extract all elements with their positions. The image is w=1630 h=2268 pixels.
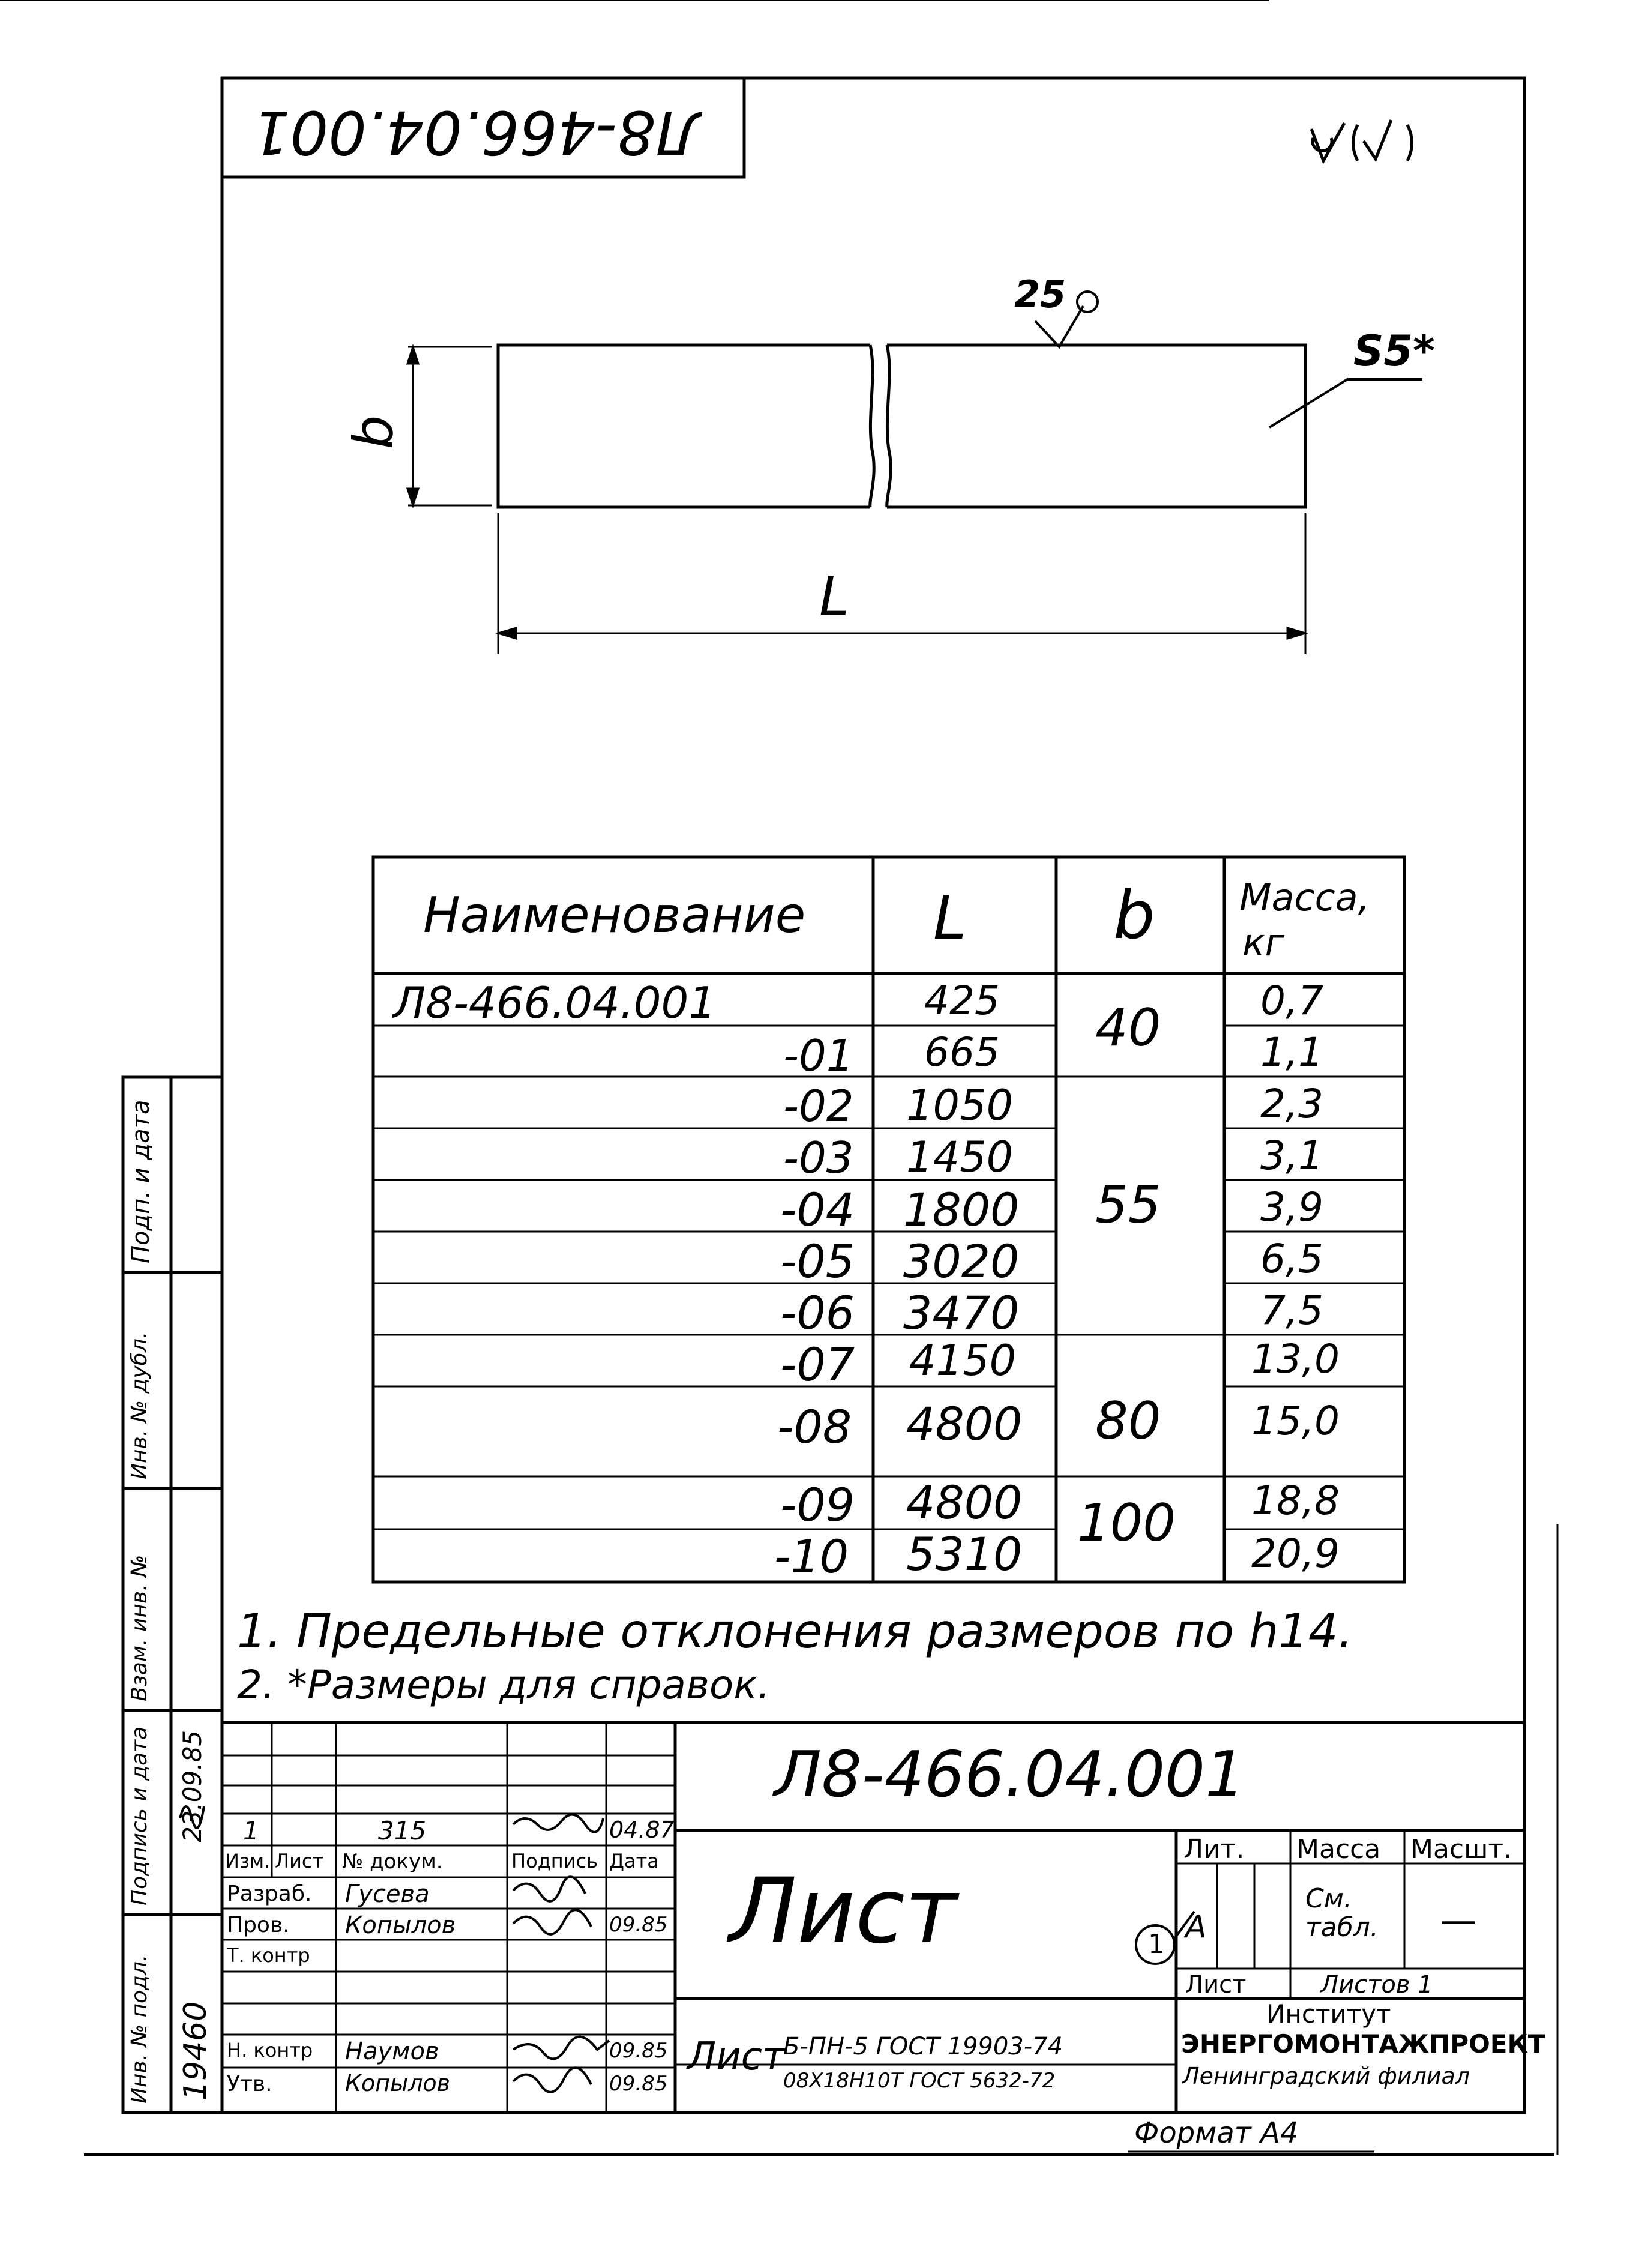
row-mass: 13,0 [1251, 1336, 1340, 1382]
row-mass: 7,5 [1260, 1287, 1323, 1334]
row-mass: 1,1 [1260, 1029, 1323, 1075]
tb-col-header: № докум. [342, 1850, 443, 1874]
row-L: 5310 [906, 1527, 1023, 1581]
row-name: -06 [780, 1286, 855, 1340]
header-b: b [1113, 877, 1155, 954]
tb-org-line3: Ленинградский филиал [1182, 2063, 1470, 2089]
tb-role: Пров. [227, 1913, 290, 1937]
tb-rev-num: 1 [243, 1816, 259, 1845]
tb-role: Т. контр [227, 1944, 310, 1967]
row-mass: 6,5 [1260, 1236, 1323, 1282]
side-label: Взам. инв. № [127, 1554, 152, 1701]
side-label: Инв. № дубл. [127, 1331, 152, 1479]
dim-L-lines [498, 513, 1305, 654]
row-name: -02 [783, 1081, 854, 1131]
side-label: Инв. № подл. [127, 1954, 152, 2104]
row-name: -07 [780, 1338, 855, 1391]
side-inv-value: 19460 [178, 2001, 214, 2101]
row-mass: 2,3 [1260, 1081, 1323, 1127]
tb-col-header: Изм. [225, 1850, 271, 1872]
row-mass: 3,9 [1260, 1184, 1323, 1230]
tb-org-line1: Институт [1266, 1999, 1391, 2029]
tb-date: 09.85 [609, 2039, 668, 2063]
tb-material-prefix: Лист [687, 2035, 785, 2079]
b-group-value: 55 [1095, 1175, 1161, 1235]
row-name: -05 [780, 1235, 855, 1288]
row-L: 1800 [903, 1183, 1020, 1236]
dim-L-label: L [819, 565, 850, 628]
tb-role: Утв. [227, 2072, 272, 2096]
side-label: Подпись и дата [127, 1726, 152, 1906]
tb-role: Н. контр [227, 2039, 313, 2062]
row-L: 425 [924, 978, 1000, 1024]
row-name: -03 [783, 1132, 854, 1183]
row-L: 3020 [903, 1235, 1020, 1288]
side-label: Подп. и дата [127, 1099, 155, 1263]
tb-circle-mark: 1 [1148, 1929, 1165, 1960]
tb-lit-value: А [1185, 1909, 1207, 1945]
tb-sheets-label: Листов 1 [1320, 1971, 1433, 1999]
note-2: 2. *Размеры для справок. [237, 1662, 771, 1708]
row-name: -10 [774, 1530, 849, 1583]
row-L: 1450 [906, 1132, 1014, 1182]
tb-name: Гусева [345, 1880, 430, 1908]
tb-org-line2: ЭНЕРГОМОНТАЖПРОЕКТ [1181, 2029, 1545, 2059]
corner-roughness-icon [1311, 120, 1412, 161]
tb-part-name: Лист [729, 1859, 958, 1964]
row-name: -04 [780, 1183, 855, 1236]
tb-scale-value: — [1440, 1900, 1476, 1942]
b-group-value: 100 [1077, 1493, 1176, 1553]
tb-name: Копылов [345, 2070, 451, 2096]
row-mass: 15,0 [1251, 1398, 1340, 1444]
tb-rev-date: 04.87 [609, 1817, 675, 1843]
tb-mass-header: Масса [1296, 1834, 1381, 1865]
tb-mass-value: См. табл. [1305, 1883, 1379, 1943]
part-outline [498, 345, 1305, 507]
tb-scale-header: Масшт. [1410, 1834, 1512, 1865]
tb-sheet-label: Лист [1185, 1971, 1247, 1999]
tb-col-header: Лист [275, 1850, 324, 1872]
row-mass: 20,9 [1251, 1530, 1340, 1577]
tb-rev-doc: 315 [378, 1816, 427, 1845]
table-grid [373, 857, 1404, 1582]
row-name: -01 [783, 1030, 854, 1081]
tb-name: Копылов [345, 1912, 456, 1939]
header-mass-line2: кг [1242, 921, 1285, 964]
row-L: 4800 [906, 1476, 1023, 1529]
header-name: Наименование [423, 887, 806, 944]
tb-date: 09.85 [609, 1913, 668, 1937]
thickness-leader [0, 0, 1422, 427]
row-mass: 18,8 [1251, 1478, 1340, 1524]
format-label: Формат А4 [1134, 2116, 1299, 2150]
row-L: 4800 [906, 1397, 1023, 1451]
side-sign-date: 23.09.85 [178, 1730, 207, 1842]
tb-lit-header: Лит. [1183, 1834, 1245, 1865]
row-name: -08 [777, 1400, 852, 1454]
header-mass-line1: Масса, [1239, 876, 1370, 919]
row-L: 3470 [903, 1286, 1020, 1340]
row-name: Л8-466.04.001 [393, 978, 717, 1028]
tb-col-header: Дата [609, 1850, 659, 1872]
row-L: 4150 [909, 1336, 1017, 1385]
tb-col-header: Подпись [511, 1850, 598, 1872]
b-group-value: 80 [1095, 1391, 1161, 1451]
b-group-value: 40 [1095, 998, 1161, 1058]
row-L: 665 [924, 1029, 1000, 1075]
weld-label: 25 [1014, 272, 1066, 316]
tb-designation: Л8-466.04.001 [774, 1738, 1245, 1811]
dim-b-label: b [342, 415, 406, 450]
code-top-flipped: Л8-466.04.001 [252, 97, 701, 167]
row-mass: 3,1 [1260, 1132, 1323, 1179]
tb-role: Разраб. [227, 1881, 312, 1906]
header-L: L [933, 883, 967, 953]
tb-name: Наумов [345, 2038, 439, 2065]
row-name: -09 [780, 1478, 855, 1532]
tb-material-line1: Б-ПН-5 ГОСТ 19903-74 [783, 2033, 1063, 2060]
row-mass: 0,7 [1260, 978, 1323, 1024]
tb-date: 09.85 [609, 2072, 668, 2096]
row-L: 1050 [906, 1081, 1014, 1130]
dim-b-lines [408, 347, 492, 505]
thickness-label: S5* [1353, 326, 1435, 376]
tb-material-line2: 08Х18Н10Т ГОСТ 5632-72 [783, 2069, 1056, 2093]
note-1: 1. Предельные отклонения размеров по h14. [237, 1605, 1353, 1659]
